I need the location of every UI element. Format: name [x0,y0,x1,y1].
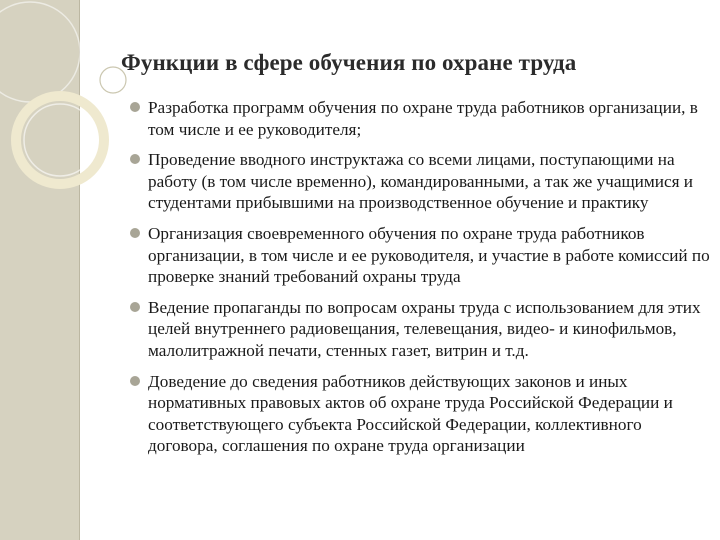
bullet-dot-icon [130,376,140,386]
bullet-dot-icon [130,154,140,164]
bullet-text: Проведение вводного инструктажа со всеми лицами, поступающими на работу (в том числе временно), командированными, а так же учащимися и студентами прибывшими на производственное обучение и практику [148,150,693,213]
bullet-dot-icon [130,102,140,112]
bullet-text: Доведение до сведения работников действующих законов и иных нормативных правовых актов об охране труда Российской Федерации и соответствующего субъекта Российской Федерации, коллективного договора, соглашения по охране труда организации [148,371,673,456]
bullet-item [130,149,710,214]
bullet-dot-icon [130,228,140,238]
bottom-ring [16,96,104,184]
bullet-item [130,297,710,362]
bullet-item [130,223,710,288]
decorative-rings-icon [0,0,140,240]
slide-title: Функции в сфере обучения по охране труда [121,50,577,75]
bullet-dot-icon [130,302,140,312]
bullet-text: Разработка программ обучения по охране труда работников организации, в том числе и ее руководителя; [148,98,698,139]
bottom-ring-inner [24,104,96,176]
bullet-item [130,371,710,457]
large-ring [0,2,80,102]
bullet-list [130,97,710,466]
bullet-text: Организация своевременного обучения по охране труда работников организации, в том числе и ее руководителя, и участие в работе комиссий по проверке знаний требований охраны труда [148,223,710,287]
bullet-item [130,97,710,140]
bullet-text: Ведение пропаганды по вопросам охраны труда с использованием для этих целей внутреннего радиовещания, телевещания, видео- и кинофильмов, малолитражной печати, стенных газет, витрин и т.д. [148,297,701,360]
